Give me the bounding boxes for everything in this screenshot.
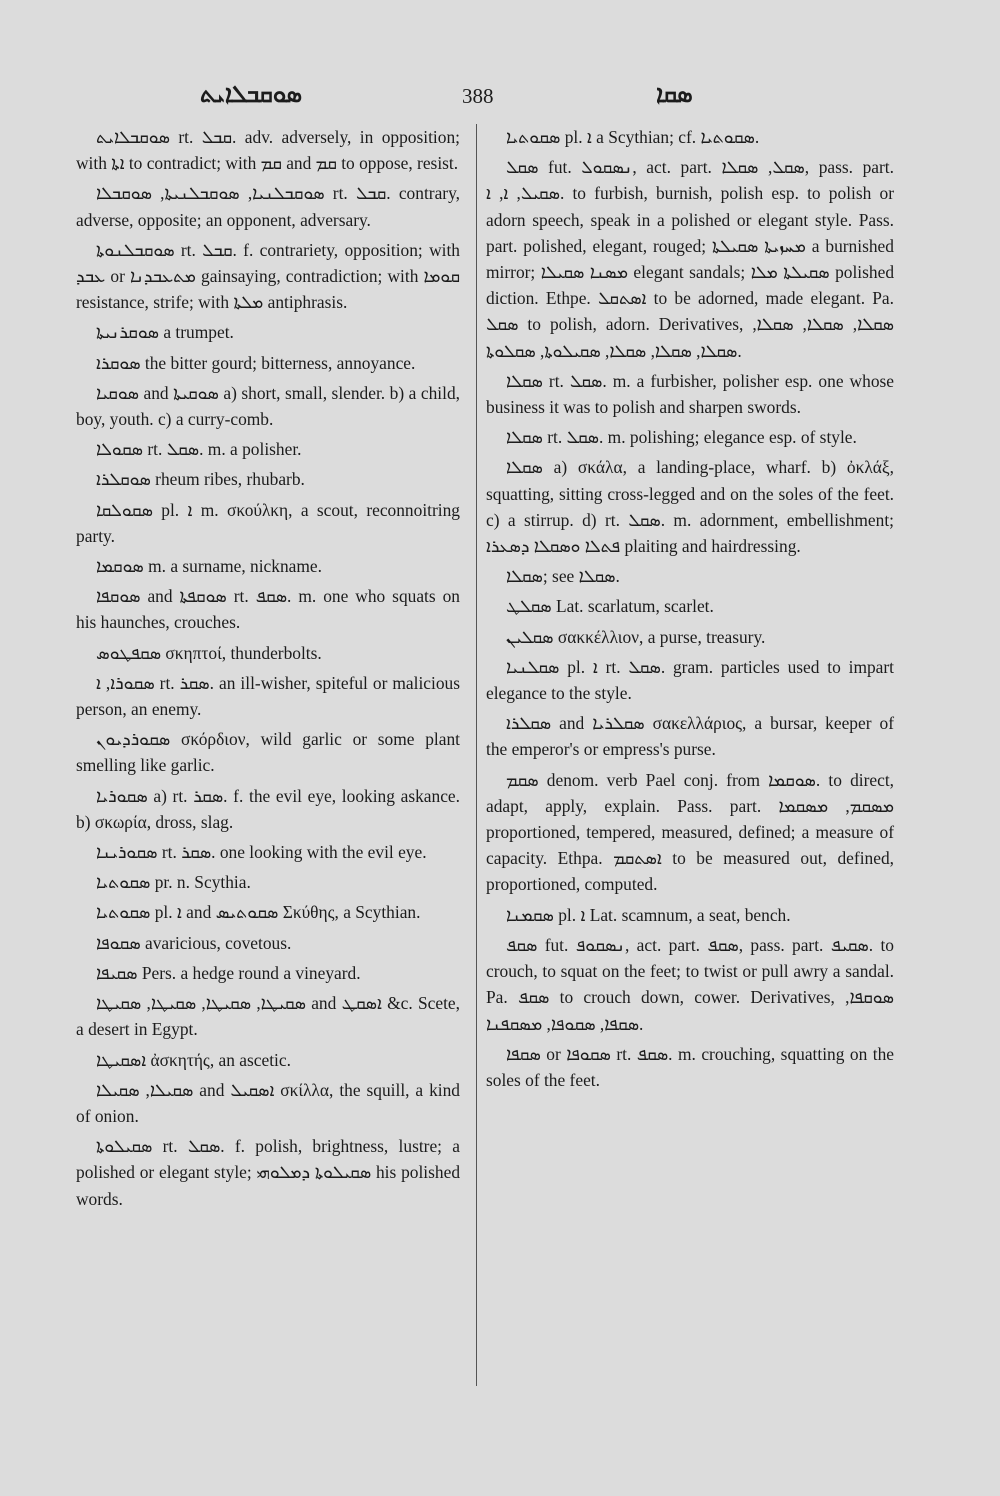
entry-text: ܣܘܩܒܠܢܝܐ, ܣܘܩܒܠܢܝܬܐ, ܣܘܩܒܠܐ rt. ܩܒܠ. contrary, adverse, opposite; an opponent, adversary.: [76, 183, 460, 230]
dictionary-entry: [76, 436, 460, 462]
dictionary-entry: [486, 1041, 894, 1093]
dictionary-entry: [76, 237, 460, 316]
dictionary-entry: [76, 990, 460, 1042]
dictionary-entry: [76, 783, 460, 835]
entry-text: ܣܘܩܒܠܢܘܬܐ rt. ܩܒܠ. f. contrariety, opposition; with ܥܒܕ or ܡܬܥܒܕܢܐ gainsaying, contradiction; with ܩܘܡܐ resistance, strife; with ܡܠܬܐ antiphrasis.: [76, 239, 460, 313]
dictionary-entry: [486, 654, 894, 706]
dictionary-entry: [486, 424, 894, 450]
dictionary-entry: [76, 640, 460, 666]
dictionary-entry: [76, 869, 460, 895]
entry-text: ܣܩܠܐ a) σκάλα, a landing-place, wharf. b) ὀκλάξ, squatting, sitting cross-legged and on the soles of the feet. c) a stirrup. d) rt. ܣܩܠ. m. adornment, embellishment; ܦܬܠܐ ܘܣܩܠܐ ܕܣܥܪܐ plaiting and hairdressing.: [486, 457, 894, 557]
entry-text: ܣܩܝܦܐ Pers. a hedge round a vineyard.: [96, 962, 361, 983]
dictionary-entry: [76, 1047, 460, 1073]
entry-text: ܣܩܦܛܘܣ σκηπτοί, thunderbolts.: [96, 642, 322, 663]
entry-text: ܣܩܠܛ Lat. scarlatum, scarlet.: [506, 596, 714, 617]
dictionary-entry: [76, 319, 460, 345]
dictionary-entry: [486, 124, 894, 150]
entry-text: ܣܩܘܪܝܐ a) rt. ܣܩܪ. f. the evil eye, looking askance. b) σκωρία, dross, slag.: [76, 785, 460, 832]
dictionary-entry: [76, 124, 460, 176]
dictionary-entry: [486, 154, 894, 364]
dictionary-entry: [76, 960, 460, 986]
dictionary-entry: [76, 553, 460, 579]
dictionary-entry: [76, 466, 460, 492]
right-column: [486, 124, 894, 1097]
dictionary-entry: [486, 932, 894, 1037]
dictionary-entry: [76, 1133, 460, 1212]
entry-text: ܣܘܩܒܠܐܝܬ rt. ܩܒܠ. adv. adversely, in opposition; with ܐܬܐ to contradict; with ܩܡ and ܩܡ to oppose, resist.: [76, 127, 460, 174]
entry-text: ܣܩܠܐ rt. ܣܩܠ. m. polishing; elegance esp. of style.: [506, 427, 857, 448]
left-column: [76, 124, 460, 1216]
entry-text: ܣܘܩܦܐ and ܣܘܩܦܬܐ rt. ܣܩܦ. m. one who squats on his haunches, crouches.: [76, 586, 461, 633]
entry-text: ܣܩܘܪܐ, ܐ rt. ܣܩܪ. an ill-wisher, spiteful or malicious person, an enemy.: [76, 672, 461, 720]
entry-text: ܣܩܘܬܝܐ pl. ܐ a Scythian; cf. ܣܩܘܬܝܐ.: [506, 127, 760, 147]
dictionary-entry: [486, 368, 894, 420]
dictionary-entry: [486, 563, 894, 589]
entry-text: ܣܩܝܠܘܬܐ rt. ܣܩܠ. f. polish, brightness, lustre; a polished or elegant style; ܣܩܝܠܘܬܐ ܕܡܠܘܗܝ his polished words.: [76, 1136, 461, 1209]
entry-text: ܣܩܠܐ rt. ܣܩܠ. m. a furbisher, polisher esp. one whose business it was to polish and sharpen swords.: [486, 370, 894, 418]
entry-text: ܣܩܘܬܝܐ pl. ܐ and ܣܩܘܬܝܣ Σκύθης, a Scythian.: [96, 902, 421, 923]
entry-text: ܣܩܠܝܢ σακκέλλιον, a purse, treasury.: [506, 626, 766, 647]
entry-text: ܣܘܩܝܐ and ܣܘܩܝܬܐ a) short, small, slender. b) a child, boy, youth. c) a curry-comb.: [76, 382, 460, 430]
entry-text: ܣܩܠܢܝܐ pl. ܐ rt. ܣܩܠ. gram. particles used to impart elegance to the style.: [486, 656, 895, 704]
entry-text: ܣܩܝܛܐ, ܣܩܝܛܐ, ܣܩܝܛܐ, ܣܩܝܛܐ and ܐܣܩܛ &c. Scete, a desert in Egypt.: [76, 993, 460, 1040]
header-right-title: ܣܩܐ: [656, 82, 693, 108]
entry-text: ܐܣܩܝܛܐ ἀσκητής, an ascetic.: [96, 1049, 291, 1070]
dictionary-entry: [486, 624, 894, 650]
entry-text: ܣܘܩܪܢܝܬܐ a trumpet.: [96, 322, 234, 343]
header-left-title: ܣܘܩܒܠܐܝܬ: [200, 82, 303, 108]
dictionary-entry: [76, 497, 460, 549]
dictionary-entry: [76, 583, 460, 635]
dictionary-entry: [486, 593, 894, 619]
entry-text: ܣܘܩܡܐ m. a surname, nickname.: [96, 556, 322, 577]
dictionary-entry: [76, 839, 460, 865]
entry-text: ܣܩܠܪܐ and ܣܩܠܪܝܐ σακελλάριος, a bursar, keeper of the emperor's or empress's purse.: [486, 713, 894, 760]
entry-text: ܣܩܘܦܐ avaricious, covetous.: [96, 932, 292, 953]
entry-text: ܣܩܘܠܩܐ pl. ܐ m. σκούλκη, a scout, reconnoitring party.: [76, 499, 461, 546]
dictionary-entry: [486, 710, 894, 762]
entry-text: ܣܘܩܪܐ the bitter gourd; bitterness, annoyance.: [96, 352, 416, 373]
entry-text: ܣܩܦܐ or ܣܩܘܦܐ rt. ܣܩܦ. m. crouching, squatting on the soles of the feet.: [486, 1043, 894, 1090]
dictionary-entry: [76, 670, 460, 722]
entry-text: ܣܩܡܢܐ pl. ܐ Lat. scamnum, a seat, bench.: [506, 904, 791, 925]
entry-text: ܣܩܦ fut. ܢܣܩܘܦ, act. part. ܣܩܦ, pass. part. ܣܩܝܦ. to crouch, to squat on the feet; to twist or pull awry a sandal. Pa. ܣܩܦ to crouch down, cower. Derivatives, ܣܘܩܦܐ, ܣܩܦܐ, ܣܩܘܦܐ, ܡܣܩܦܢܐ.: [486, 934, 894, 1034]
dictionary-entry: [76, 1077, 460, 1129]
entry-text: ܣܩܘܬܝܐ pr. n. Scythia.: [96, 872, 251, 893]
page-number: 388: [462, 84, 494, 108]
dictionary-entry: [76, 930, 460, 956]
entry-text: ܣܩܘܪܕܝܘܢ σκόρδιον, wild garlic or some plant smelling like garlic.: [76, 729, 460, 776]
dictionary-entry: [486, 454, 894, 559]
entry-text: ܣܩܠܐ; see ܣܩܠܐ.: [506, 566, 620, 587]
dictionary-entry: [76, 380, 460, 432]
entry-text: ܣܩܘܪܝܢܐ rt. ܣܩܪ. one looking with the evil eye.: [96, 842, 427, 863]
entry-text: ܣܩܝܠܐ, ܣܩܝܠܐ and ܐܣܩܝܠ σκίλλα, the squill, a kind of onion.: [76, 1079, 460, 1126]
column-divider: [476, 124, 477, 1386]
dictionary-entry: [76, 350, 460, 376]
dictionary-entry: [76, 726, 460, 778]
dictionary-entry: [486, 767, 894, 898]
dictionary-entry: [486, 902, 894, 928]
running-header: [0, 80, 1000, 116]
entry-text: ܣܩܡ denom. verb Pael conj. from ܣܘܩܡܐ. to direct, adapt, apply, explain. Pass. part. ܡܣܩܡ, ܡܣܩܡܐ proportioned, tempered, measured, defined; a measure of capacity. Ethpa. ܐܣܬܩܡ to be measured out, defined, proportioned, computed.: [486, 769, 895, 895]
entry-text: ܣܩܘܠܐ rt. ܣܩܠ. m. a polisher.: [96, 439, 302, 460]
entry-text: ܣܘܩܠܪܐ rheum ribes, rhubarb.: [96, 469, 305, 490]
entry-text: ܣܩܠ fut. ܢܣܩܘܠ, act. part. ܣܩܠ, ܣܩܠܐ, pass. part. ܣܩܝܠ, ܐ, ܐ. to furbish, burnish, polish esp. to polish or adorn speech, speak in a polished or elegant style. Pass. part. polished, elegant, rouged; ܡܚܙܝܬܐ ܣܩܝܠܬܐ a burnished mirror; ܡܣܢܐ ܣܩܝܠܐ elegant sandals; ܣܩܝܠܬܐ ܡܠܐ polished diction. Ethpe. ܐܣܬܩܠ to be adorned, made elegant. Pa. ܣܩܠ to polish, adorn. Derivatives, ܣܩܠܐ, ܣܩܠܐ, ܣܩܠܐ, ܣܩܠܐ, ܣܩܠܐ, ܣܩܠܐ, ܣܩܝܠܘܬܐ, ܣܩܠܘܬܐ.: [486, 157, 895, 361]
dictionary-entry: [76, 180, 460, 232]
dictionary-entry: [76, 899, 460, 925]
